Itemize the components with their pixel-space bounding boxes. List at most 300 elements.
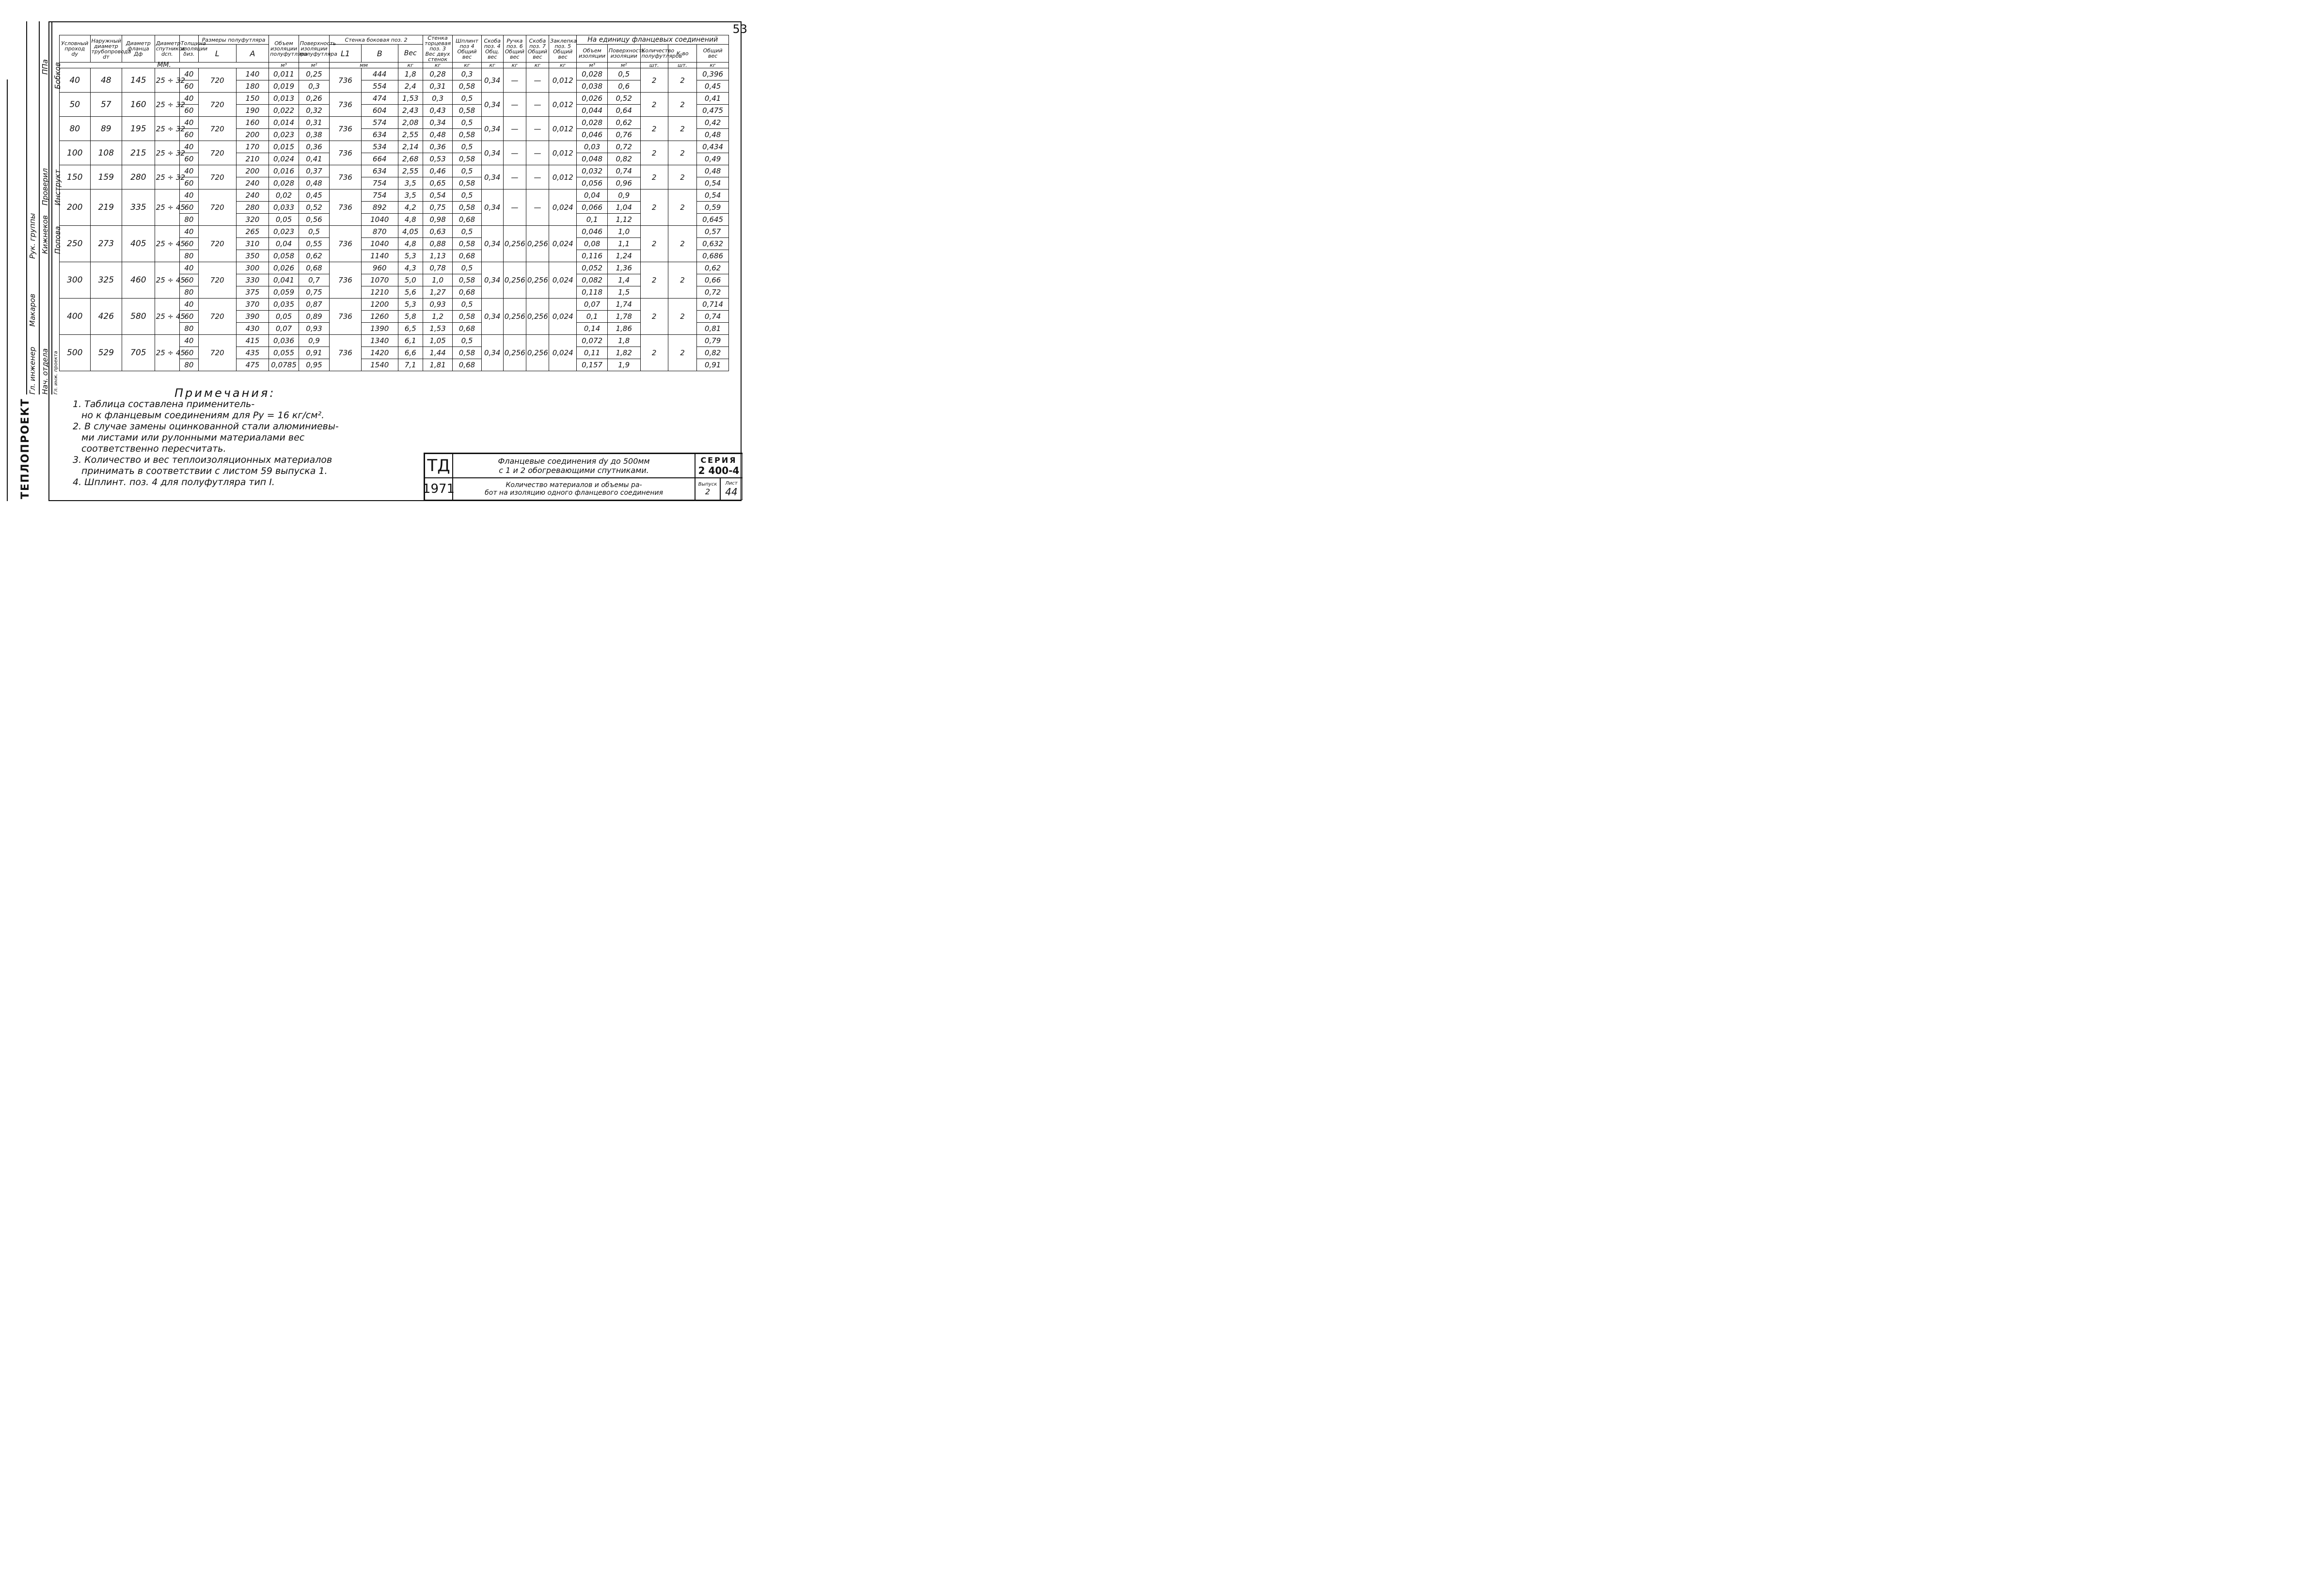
cell-obves: 0,74 [697, 311, 729, 323]
cell-torc: 0,65 [423, 177, 452, 189]
cell-L1: 736 [330, 189, 362, 226]
cell-poverh: 0,5 [299, 226, 330, 238]
cell-obem: 0,023 [269, 226, 299, 238]
materials-table [59, 35, 729, 371]
cell-ves: 2,4 [398, 80, 423, 93]
cell-ves: 2,14 [398, 141, 423, 153]
note-line: 1. Таблица составлена применитель- [73, 399, 255, 410]
cell-L: 720 [198, 226, 236, 262]
cell-L1: 736 [330, 117, 362, 141]
cell-L1: 736 [330, 262, 362, 299]
cell-obem: 0,02 [269, 189, 299, 202]
unit-kg: кг [503, 63, 526, 68]
cell-poverh: 0,3 [299, 80, 330, 93]
cell-ves: 2,55 [398, 165, 423, 177]
cell-tiz: 60 [179, 80, 198, 93]
cell-A: 390 [236, 311, 269, 323]
cell-tiz: 40 [179, 335, 198, 347]
cell-kolvo: 2 [640, 165, 668, 189]
cell-torc: 0,93 [423, 299, 452, 311]
header-obem: Объем изоляции полуфутляра [269, 35, 299, 63]
stamp-seria [695, 454, 743, 478]
cell-ruchka: — [503, 117, 526, 141]
cell-ves: 5,3 [398, 299, 423, 311]
unit-sht: шт. [640, 63, 668, 68]
table-row [60, 93, 729, 105]
sidebar-line [26, 21, 27, 394]
cell-tiz: 40 [179, 141, 198, 153]
cell-obem2: 0,028 [577, 117, 608, 129]
cell-torc: 0,3 [423, 93, 452, 105]
cell-A: 320 [236, 214, 269, 226]
header-L: L [198, 45, 236, 63]
cell-poverh: 0,87 [299, 299, 330, 311]
cell-obem: 0,058 [269, 250, 299, 262]
cell-zaklepka: 0,012 [549, 165, 577, 189]
cell-zaklepka: 0,024 [549, 262, 577, 299]
cell-dsp: 25 ÷ 45 [155, 226, 179, 262]
sidebar-line [39, 21, 40, 394]
cell-poverh2: 1,74 [607, 299, 640, 311]
cell-obves: 0,475 [697, 105, 729, 117]
cell-poverh: 0,55 [299, 238, 330, 250]
table-row [60, 189, 729, 202]
cell-A: 370 [236, 299, 269, 311]
cell-B: 960 [361, 262, 398, 274]
table-body [60, 68, 729, 371]
cell-A: 200 [236, 165, 269, 177]
cell-torc: 0,88 [423, 238, 452, 250]
cell-shplint: 0,58 [453, 202, 481, 214]
cell-dy: 500 [60, 335, 91, 371]
cell-B: 474 [361, 93, 398, 105]
note-line: 3. Количество и вес теплоизоляционных материалов [73, 455, 332, 465]
header-skoba4: Скоба поз. 4 Общ. вес [481, 35, 503, 63]
cell-kbo: 2 [668, 299, 696, 335]
cell-B: 870 [361, 226, 398, 238]
cell-poverh: 0,26 [299, 93, 330, 105]
unit-m3: м³ [269, 63, 299, 68]
sidebar-extra: Инструкт [53, 169, 62, 205]
unit-kg: кг [423, 63, 452, 68]
cell-B: 754 [361, 189, 398, 202]
cell-obem: 0,013 [269, 93, 299, 105]
header-ves: Вес [398, 45, 423, 63]
cell-shplint: 0,58 [453, 153, 481, 165]
cell-shplint: 0,58 [453, 347, 481, 359]
cell-dy: 400 [60, 299, 91, 335]
cell-kolvo: 2 [640, 93, 668, 117]
unit-kg: кг [697, 63, 729, 68]
cell-A: 415 [236, 335, 269, 347]
cell-A: 330 [236, 274, 269, 286]
cell-df: 215 [122, 141, 155, 165]
cell-poverh: 0,9 [299, 335, 330, 347]
cell-L: 720 [198, 117, 236, 141]
header-L1: L1 [330, 45, 362, 63]
cell-ves: 7,1 [398, 359, 423, 371]
cell-ruchka: — [503, 141, 526, 165]
cell-L: 720 [198, 262, 236, 299]
cell-obem: 0,028 [269, 177, 299, 189]
cell-A: 210 [236, 153, 269, 165]
cell-skoba7: — [526, 165, 549, 189]
cell-tiz: 60 [179, 153, 198, 165]
cell-B: 754 [361, 177, 398, 189]
cell-tiz: 60 [179, 238, 198, 250]
cell-ves: 2,43 [398, 105, 423, 117]
cell-ruchka: 0,256 [503, 299, 526, 335]
cell-kbo: 2 [668, 189, 696, 226]
cell-A: 140 [236, 68, 269, 80]
table-row [60, 165, 729, 177]
cell-L1: 736 [330, 68, 362, 93]
cell-shplint: 0,5 [453, 335, 481, 347]
stamp-title-top [453, 454, 695, 478]
cell-kbo: 2 [668, 165, 696, 189]
stamp-list-label: Лист [725, 480, 738, 486]
header-razmery: Размеры полуфутляра [198, 35, 269, 45]
cell-poverh: 0,62 [299, 250, 330, 262]
header-naedinicu: На единицу фланцевых соединений [577, 35, 729, 45]
cell-ves: 4,8 [398, 214, 423, 226]
cell-zaklepka: 0,024 [549, 226, 577, 262]
cell-poverh2: 1,82 [607, 347, 640, 359]
sidebar-name: Макаров [28, 294, 37, 327]
cell-shplint: 0,68 [453, 250, 481, 262]
cell-tiz: 60 [179, 274, 198, 286]
table-row [60, 335, 729, 347]
header-B: B [361, 45, 398, 63]
cell-tiz: 80 [179, 323, 198, 335]
unit-m2: м² [299, 63, 330, 68]
cell-obves: 0,72 [697, 286, 729, 299]
header-shplint: Шплинт поз 4 Общий вес [453, 35, 481, 63]
cell-obem: 0,0785 [269, 359, 299, 371]
cell-poverh2: 0,5 [607, 68, 640, 80]
cell-poverh2: 1,9 [607, 359, 640, 371]
cell-obem2: 0,048 [577, 153, 608, 165]
cell-poverh2: 0,9 [607, 189, 640, 202]
stamp-vypusk [695, 478, 720, 500]
cell-obem2: 0,046 [577, 226, 608, 238]
cell-zaklepka: 0,024 [549, 299, 577, 335]
cell-poverh2: 0,76 [607, 129, 640, 141]
cell-obem: 0,014 [269, 117, 299, 129]
cell-torc: 0,34 [423, 117, 452, 129]
cell-obem: 0,036 [269, 335, 299, 347]
cell-B: 1390 [361, 323, 398, 335]
cell-obem: 0,035 [269, 299, 299, 311]
cell-B: 634 [361, 129, 398, 141]
cell-obem2: 0,08 [577, 238, 608, 250]
cell-skoba7: — [526, 141, 549, 165]
cell-A: 375 [236, 286, 269, 299]
cell-dsp: 25 ÷ 32 [155, 141, 179, 165]
header-skoba7: Скоба поз. 7 Общий вес [526, 35, 549, 63]
cell-torc: 0,98 [423, 214, 452, 226]
cell-skoba4: 0,34 [481, 141, 503, 165]
cell-ruchka: — [503, 165, 526, 189]
cell-obem2: 0,028 [577, 68, 608, 80]
cell-A: 430 [236, 323, 269, 335]
stamp-td: ТД [425, 454, 453, 478]
cell-tiz: 60 [179, 105, 198, 117]
cell-poverh2: 0,64 [607, 105, 640, 117]
cell-B: 1040 [361, 214, 398, 226]
cell-tiz: 60 [179, 129, 198, 141]
cell-L: 720 [198, 299, 236, 335]
cell-obem2: 0,066 [577, 202, 608, 214]
cell-zaklepka: 0,012 [549, 93, 577, 117]
cell-L1: 736 [330, 93, 362, 117]
cell-kolvo: 2 [640, 335, 668, 371]
cell-obem: 0,026 [269, 262, 299, 274]
cell-A: 160 [236, 117, 269, 129]
cell-obves: 0,714 [697, 299, 729, 311]
cell-dsp: 25 ÷ 32 [155, 93, 179, 117]
note-line: но к фланцевым соединениям для Ру = 16 кг/см². [81, 410, 325, 421]
cell-A: 180 [236, 80, 269, 93]
cell-dsp: 25 ÷ 45 [155, 262, 179, 299]
cell-tiz: 40 [179, 165, 198, 177]
cell-tiz: 40 [179, 68, 198, 80]
cell-A: 190 [236, 105, 269, 117]
cell-obem2: 0,1 [577, 311, 608, 323]
cell-zaklepka: 0,012 [549, 141, 577, 165]
cell-dt: 89 [90, 117, 122, 141]
cell-obves: 0,81 [697, 323, 729, 335]
sidebar-name: Кижнеков [41, 215, 49, 254]
note-line: принимать в соответствии с листом 59 выпуска 1. [81, 466, 328, 476]
cell-tiz: 60 [179, 202, 198, 214]
cell-B: 1200 [361, 299, 398, 311]
cell-obves: 0,62 [697, 262, 729, 274]
cell-shplint: 0,5 [453, 141, 481, 153]
cell-dt: 273 [90, 226, 122, 262]
cell-kbo: 2 [668, 117, 696, 141]
cell-B: 634 [361, 165, 398, 177]
cell-torc: 1,81 [423, 359, 452, 371]
cell-shplint: 0,68 [453, 286, 481, 299]
note-line: соответственно пересчитать. [81, 443, 226, 454]
cell-kolvo: 2 [640, 299, 668, 335]
cell-shplint: 0,5 [453, 262, 481, 274]
cell-poverh: 0,38 [299, 129, 330, 141]
cell-obves: 0,686 [697, 250, 729, 262]
cell-tiz: 80 [179, 250, 198, 262]
stamp-list [720, 478, 743, 500]
cell-tiz: 40 [179, 262, 198, 274]
cell-torc: 0,46 [423, 165, 452, 177]
table-row [60, 68, 729, 80]
cell-poverh: 0,32 [299, 105, 330, 117]
cell-dt: 48 [90, 68, 122, 93]
cell-ves: 1,53 [398, 93, 423, 105]
cell-dsp: 25 ÷ 45 [155, 299, 179, 335]
cell-dt: 325 [90, 262, 122, 299]
table-row [60, 141, 729, 153]
cell-obves: 0,82 [697, 347, 729, 359]
cell-dsp: 25 ÷ 32 [155, 165, 179, 189]
cell-obem: 0,022 [269, 105, 299, 117]
cell-B: 444 [361, 68, 398, 80]
header-poverh: Поверхность изоляции полуфутляра [299, 35, 330, 63]
header-stenka: Стенка боковая поз. 2 [330, 35, 423, 45]
header-tiz: Толщина изоляции δиз. [179, 35, 198, 63]
unit-kg: кг [549, 63, 577, 68]
cell-obves: 0,49 [697, 153, 729, 165]
cell-poverh: 0,37 [299, 165, 330, 177]
cell-obves: 0,48 [697, 129, 729, 141]
cell-kolvo: 2 [640, 262, 668, 299]
cell-B: 1070 [361, 274, 398, 286]
cell-torc: 0,54 [423, 189, 452, 202]
cell-obves: 0,632 [697, 238, 729, 250]
cell-poverh2: 1,8 [607, 335, 640, 347]
cell-obem2: 0,038 [577, 80, 608, 93]
header-torc: Стенка торцевая поз. 3 Вес двух стенок [423, 35, 452, 63]
cell-obem: 0,011 [269, 68, 299, 80]
cell-poverh: 0,31 [299, 117, 330, 129]
header-dsp: Диаметр спутников dсп. [155, 35, 179, 63]
cell-ves: 3,5 [398, 177, 423, 189]
cell-L: 720 [198, 68, 236, 93]
cell-dy: 40 [60, 68, 91, 93]
cell-obves: 0,42 [697, 117, 729, 129]
cell-shplint: 0,5 [453, 165, 481, 177]
cell-skoba4: 0,34 [481, 262, 503, 299]
cell-obem: 0,023 [269, 129, 299, 141]
cell-torc: 0,31 [423, 80, 452, 93]
cell-ves: 4,05 [398, 226, 423, 238]
header-A: A [236, 45, 269, 63]
cell-poverh: 0,45 [299, 189, 330, 202]
unit-sht: шт. [668, 63, 696, 68]
cell-obem2: 0,052 [577, 262, 608, 274]
note-line: ми листами или рулонными материалами вес [81, 432, 305, 443]
cell-shplint: 0,58 [453, 105, 481, 117]
cell-df: 460 [122, 262, 155, 299]
cell-poverh: 0,93 [299, 323, 330, 335]
cell-kbo: 2 [668, 93, 696, 117]
cell-torc: 1,27 [423, 286, 452, 299]
cell-shplint: 0,5 [453, 93, 481, 105]
cell-skoba4: 0,34 [481, 299, 503, 335]
cell-obem2: 0,11 [577, 347, 608, 359]
cell-ves: 6,5 [398, 323, 423, 335]
cell-ves: 6,1 [398, 335, 423, 347]
cell-obem: 0,024 [269, 153, 299, 165]
cell-obves: 0,48 [697, 165, 729, 177]
cell-tiz: 80 [179, 286, 198, 299]
cell-kbo: 2 [668, 141, 696, 165]
cell-B: 1040 [361, 238, 398, 250]
cell-ves: 2,08 [398, 117, 423, 129]
sidebar-role: Гл. инж. проекта [53, 351, 59, 394]
cell-obem: 0,033 [269, 202, 299, 214]
cell-ruchka: 0,256 [503, 335, 526, 371]
sidebar-role: Проверил [41, 168, 49, 205]
unit-kg: кг [398, 63, 423, 68]
cell-obves: 0,396 [697, 68, 729, 80]
cell-obem2: 0,1 [577, 214, 608, 226]
cell-torc: 1,13 [423, 250, 452, 262]
cell-df: 280 [122, 165, 155, 189]
cell-poverh2: 1,78 [607, 311, 640, 323]
cell-B: 892 [361, 202, 398, 214]
cell-L: 720 [198, 93, 236, 117]
cell-dsp: 25 ÷ 32 [155, 117, 179, 141]
header-obves: Общий вес [697, 45, 729, 63]
cell-skoba7: 0,256 [526, 335, 549, 371]
cell-tiz: 40 [179, 299, 198, 311]
cell-obem: 0,055 [269, 347, 299, 359]
cell-zaklepka: 0,012 [549, 117, 577, 141]
header-zaklepka: Заклепка поз. 5 Общий вес [549, 35, 577, 63]
cell-obem: 0,04 [269, 238, 299, 250]
cell-dy: 150 [60, 165, 91, 189]
cell-poverh2: 1,12 [607, 214, 640, 226]
sheet-number: 53 [732, 22, 747, 36]
cell-L: 720 [198, 189, 236, 226]
cell-df: 145 [122, 68, 155, 93]
sidebar-line [51, 21, 52, 394]
stamp-title-line: Количество материалов и объемы ра- [506, 481, 642, 489]
cell-obem2: 0,056 [577, 177, 608, 189]
cell-poverh2: 1,1 [607, 238, 640, 250]
cell-A: 475 [236, 359, 269, 371]
stamp-seria-value: 2 400-4 [698, 464, 740, 476]
note-line: 4. Шплинт. поз. 4 для полуфутляра тип I. [73, 477, 275, 488]
cell-B: 604 [361, 105, 398, 117]
cell-torc: 1,2 [423, 311, 452, 323]
cell-obem2: 0,157 [577, 359, 608, 371]
cell-A: 240 [236, 177, 269, 189]
cell-shplint: 0,58 [453, 80, 481, 93]
cell-poverh: 0,68 [299, 262, 330, 274]
cell-obem2: 0,046 [577, 129, 608, 141]
cell-dy: 200 [60, 189, 91, 226]
cell-B: 1420 [361, 347, 398, 359]
cell-torc: 1,0 [423, 274, 452, 286]
cell-zaklepka: 0,024 [549, 335, 577, 371]
cell-poverh2: 0,62 [607, 117, 640, 129]
cell-dy: 250 [60, 226, 91, 262]
cell-obem2: 0,116 [577, 250, 608, 262]
header-kolvo: Количество полуфутляров [640, 45, 668, 63]
cell-skoba7: — [526, 68, 549, 93]
note-line: 2. В случае замены оцинкованной стали алюминиевы- [73, 421, 339, 432]
cell-poverh2: 0,74 [607, 165, 640, 177]
cell-shplint: 0,58 [453, 129, 481, 141]
cell-shplint: 0,68 [453, 214, 481, 226]
cell-poverh: 0,48 [299, 177, 330, 189]
cell-torc: 0,43 [423, 105, 452, 117]
cell-shplint: 0,5 [453, 299, 481, 311]
cell-A: 435 [236, 347, 269, 359]
cell-poverh: 0,56 [299, 214, 330, 226]
cell-dy: 80 [60, 117, 91, 141]
cell-zaklepka: 0,024 [549, 189, 577, 226]
table-row [60, 299, 729, 311]
cell-ves: 5,8 [398, 311, 423, 323]
cell-obves: 0,57 [697, 226, 729, 238]
cell-tiz: 40 [179, 189, 198, 202]
cell-obves: 0,54 [697, 177, 729, 189]
cell-poverh2: 0,6 [607, 80, 640, 93]
cell-ves: 6,6 [398, 347, 423, 359]
